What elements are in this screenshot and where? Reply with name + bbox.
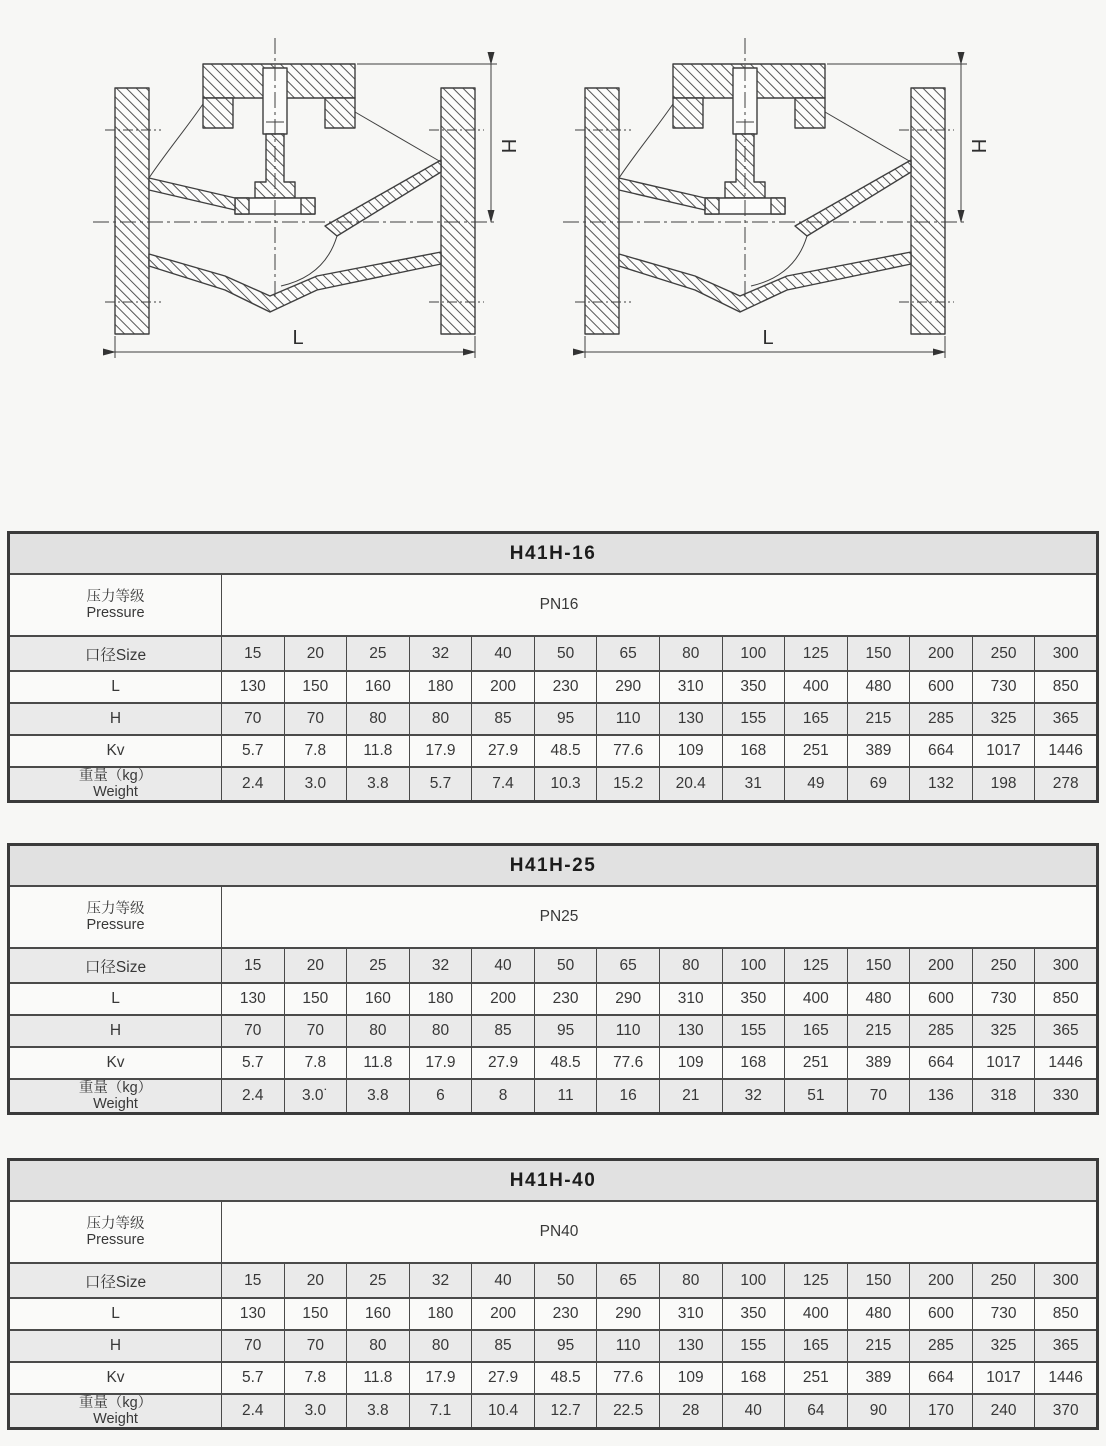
size-cell: 40 [472,636,535,671]
value-cell: 350 [722,1298,785,1330]
size-cell: 300 [1035,636,1098,671]
spec-table-h41h-40 [7,1158,1099,1430]
value-cell: 80 [347,703,410,735]
size-cell: 125 [785,1263,848,1298]
value-cell: 85 [472,703,535,735]
value-cell: 155 [722,1015,785,1047]
size-cell: 125 [785,636,848,671]
value-cell: 290 [597,1298,660,1330]
value-cell: 7.8 [284,1047,347,1079]
value-cell: 730 [972,983,1035,1015]
size-cell: 200 [910,948,973,983]
value-cell: 64 [785,1394,848,1429]
pressure-value: PN25 [222,886,1098,948]
row-label: L [9,671,222,703]
size-cell: 150 [847,1263,910,1298]
value-cell: 251 [785,1362,848,1394]
value-cell: 180 [409,1298,472,1330]
value-cell: 10.3 [534,767,597,802]
value-cell: 168 [722,1047,785,1079]
value-cell: 7.4 [472,767,535,802]
value-cell: 365 [1035,1330,1098,1362]
value-cell: 285 [910,703,973,735]
value-cell: 389 [847,735,910,767]
size-cell: 40 [472,948,535,983]
value-cell: 350 [722,671,785,703]
size-cell: 250 [972,948,1035,983]
pressure-label-en: Pressure [86,917,145,933]
value-cell: 155 [722,1330,785,1362]
row-label: L [9,983,222,1015]
value-cell: 17.9 [409,1047,472,1079]
value-cell: 12.7 [534,1394,597,1429]
row-label [9,1079,222,1114]
size-cell: 80 [659,1263,722,1298]
value-cell: 109 [659,1047,722,1079]
row-label: H [9,703,222,735]
value-cell: 389 [847,1047,910,1079]
size-cell: 250 [972,636,1035,671]
value-cell: 40 [722,1394,785,1429]
value-cell: 70 [222,703,285,735]
value-cell: 48.5 [534,1047,597,1079]
value-cell: 400 [785,671,848,703]
value-cell: 130 [222,671,285,703]
valve-drawings-region: H L [0,14,1106,386]
value-cell: 165 [785,1015,848,1047]
value-cell: 325 [972,1330,1035,1362]
spec-table [7,843,1099,1115]
value-cell: 8 [472,1079,535,1114]
size-row-label: 口径Size [9,948,222,983]
pressure-label-zh: 压力等级 [86,1216,145,1232]
value-cell: 51 [785,1079,848,1114]
size-cell: 50 [534,948,597,983]
value-cell: 27.9 [472,1362,535,1394]
value-cell: 230 [534,1298,597,1330]
value-cell: 70 [222,1015,285,1047]
value-cell: 132 [910,767,973,802]
pressure-value: PN40 [222,1201,1098,1263]
pressure-label-zh: 压力等级 [86,589,145,605]
value-cell: 70 [284,1015,347,1047]
pressure-value: PN16 [222,574,1098,636]
row-label: L [9,1298,222,1330]
value-cell: 5.7 [409,767,472,802]
value-cell: 850 [1035,1298,1098,1330]
value-cell: 325 [972,1015,1035,1047]
size-cell: 15 [222,636,285,671]
value-cell: 77.6 [597,1362,660,1394]
value-cell: 664 [910,1047,973,1079]
size-cell: 300 [1035,1263,1098,1298]
value-cell: 215 [847,703,910,735]
value-cell: 215 [847,1015,910,1047]
value-cell: 215 [847,1330,910,1362]
value-cell: 10.4 [472,1394,535,1429]
size-cell: 15 [222,1263,285,1298]
value-cell: 110 [597,703,660,735]
value-cell: 850 [1035,983,1098,1015]
value-cell: 28 [659,1394,722,1429]
value-cell: 6 [409,1079,472,1114]
value-cell: 365 [1035,1015,1098,1047]
value-cell: 130 [659,1330,722,1362]
value-cell: 109 [659,735,722,767]
value-cell: 20.4 [659,767,722,802]
value-cell: 1017 [972,1362,1035,1394]
value-cell: 480 [847,1298,910,1330]
value-cell: 230 [534,671,597,703]
value-cell: 160 [347,983,410,1015]
value-cell: 370 [1035,1394,1098,1429]
value-cell: 285 [910,1015,973,1047]
size-cell: 25 [347,1263,410,1298]
value-cell: 310 [659,1298,722,1330]
value-cell: 480 [847,983,910,1015]
value-cell: 15.2 [597,767,660,802]
pressure-label-zh: 压力等级 [86,901,145,917]
value-cell: 27.9 [472,1047,535,1079]
value-cell: 27.9 [472,735,535,767]
value-cell: 165 [785,1330,848,1362]
value-cell: 95 [534,1330,597,1362]
size-row-label: 口径Size [9,1263,222,1298]
value-cell: 1017 [972,735,1035,767]
value-cell: 11.8 [347,735,410,767]
value-cell: 170 [910,1394,973,1429]
row-label-en: Weight [93,1411,138,1427]
size-cell: 125 [785,948,848,983]
size-cell: 100 [722,636,785,671]
value-cell: 180 [409,671,472,703]
value-cell: 180 [409,983,472,1015]
value-cell: 7.8 [284,735,347,767]
value-cell: 160 [347,671,410,703]
value-cell: 400 [785,983,848,1015]
value-cell: 600 [910,1298,973,1330]
value-cell: 1446 [1035,735,1098,767]
value-cell: 200 [472,983,535,1015]
row-label-zh: 重量（kg） [78,768,153,784]
value-cell: 77.6 [597,1047,660,1079]
value-cell: 21 [659,1079,722,1114]
spec-table-h41h-25 [7,843,1099,1115]
value-cell: 48.5 [534,1362,597,1394]
value-cell: 70 [284,1330,347,1362]
size-cell: 20 [284,636,347,671]
value-cell: 7.1 [409,1394,472,1429]
size-cell: 20 [284,948,347,983]
row-label: Kv [9,735,222,767]
value-cell: 3.8 [347,1079,410,1114]
size-cell: 250 [972,1263,1035,1298]
value-cell: 168 [722,735,785,767]
value-cell: 70 [222,1330,285,1362]
value-cell: 318 [972,1079,1035,1114]
row-label-zh: 重量（kg） [78,1080,153,1096]
size-cell: 150 [847,948,910,983]
value-cell: 85 [472,1015,535,1047]
size-cell: 25 [347,636,410,671]
value-cell: 251 [785,735,848,767]
value-cell: 1446 [1035,1047,1098,1079]
row-label: Kv [9,1047,222,1079]
size-cell: 65 [597,948,660,983]
value-cell: 2.4 [222,767,285,802]
value-cell: 80 [409,1330,472,1362]
value-cell: 1017 [972,1047,1035,1079]
value-cell: 130 [659,703,722,735]
value-cell: 198 [972,767,1035,802]
value-cell: 5.7 [222,735,285,767]
row-label-en: Weight [93,1096,138,1112]
value-cell: 310 [659,671,722,703]
size-cell: 65 [597,1263,660,1298]
value-cell: 160 [347,1298,410,1330]
size-cell: 150 [847,636,910,671]
value-cell: 389 [847,1362,910,1394]
size-cell: 100 [722,948,785,983]
value-cell: 3.0 [284,767,347,802]
row-label: Kv [9,1362,222,1394]
value-cell: 130 [222,983,285,1015]
value-cell: 155 [722,703,785,735]
table-title: H41H-40 [9,1160,1098,1202]
size-cell: 65 [597,636,660,671]
size-cell: 50 [534,636,597,671]
value-cell: 80 [409,703,472,735]
value-cell: 200 [472,1298,535,1330]
size-cell: 80 [659,636,722,671]
value-cell: 350 [722,983,785,1015]
size-cell: 32 [409,948,472,983]
value-cell: 22.5 [597,1394,660,1429]
value-cell: 49 [785,767,848,802]
size-cell: 200 [910,1263,973,1298]
size-cell: 15 [222,948,285,983]
value-cell: 310 [659,983,722,1015]
value-cell: 3.0˙ [284,1079,347,1114]
size-cell: 200 [910,636,973,671]
pressure-row-label [9,1201,222,1263]
value-cell: 130 [659,1015,722,1047]
value-cell: 3.0 [284,1394,347,1429]
size-cell: 50 [534,1263,597,1298]
value-cell: 240 [972,1394,1035,1429]
value-cell: 480 [847,671,910,703]
value-cell: 1446 [1035,1362,1098,1394]
value-cell: 200 [472,671,535,703]
value-cell: 3.8 [347,767,410,802]
value-cell: 77.6 [597,735,660,767]
value-cell: 365 [1035,703,1098,735]
row-label: H [9,1015,222,1047]
row-label [9,767,222,802]
value-cell: 5.7 [222,1362,285,1394]
value-cell: 69 [847,767,910,802]
table-title: H41H-25 [9,845,1098,887]
value-cell: 17.9 [409,735,472,767]
value-cell: 285 [910,1330,973,1362]
value-cell: 11.8 [347,1047,410,1079]
value-cell: 168 [722,1362,785,1394]
value-cell: 600 [910,983,973,1015]
value-cell: 5.7 [222,1047,285,1079]
size-row-label: 口径Size [9,636,222,671]
value-cell: 110 [597,1015,660,1047]
pressure-row-label [9,886,222,948]
size-cell: 100 [722,1263,785,1298]
value-cell: 165 [785,703,848,735]
value-cell: 3.8 [347,1394,410,1429]
value-cell: 290 [597,983,660,1015]
value-cell: 17.9 [409,1362,472,1394]
value-cell: 110 [597,1330,660,1362]
value-cell: 150 [284,1298,347,1330]
value-cell: 136 [910,1079,973,1114]
value-cell: 325 [972,703,1035,735]
value-cell: 7.8 [284,1362,347,1394]
row-label: H [9,1330,222,1362]
value-cell: 11 [534,1079,597,1114]
value-cell: 95 [534,1015,597,1047]
size-cell: 25 [347,948,410,983]
value-cell: 290 [597,671,660,703]
value-cell: 730 [972,1298,1035,1330]
value-cell: 109 [659,1362,722,1394]
value-cell: 31 [722,767,785,802]
size-cell: 300 [1035,948,1098,983]
value-cell: 130 [222,1298,285,1330]
value-cell: 850 [1035,671,1098,703]
value-cell: 664 [910,1362,973,1394]
value-cell: 70 [847,1079,910,1114]
value-cell: 16 [597,1079,660,1114]
spec-table [7,531,1099,803]
size-cell: 20 [284,1263,347,1298]
spec-table [7,1158,1099,1430]
size-cell: 40 [472,1263,535,1298]
value-cell: 278 [1035,767,1098,802]
size-cell: 32 [409,636,472,671]
pressure-label-en: Pressure [86,1232,145,1248]
value-cell: 95 [534,703,597,735]
size-cell: 80 [659,948,722,983]
value-cell: 85 [472,1330,535,1362]
table-title: H41H-16 [9,533,1098,575]
value-cell: 251 [785,1047,848,1079]
value-cell: 48.5 [534,735,597,767]
value-cell: 400 [785,1298,848,1330]
value-cell: 11.8 [347,1362,410,1394]
value-cell: 32 [722,1079,785,1114]
pressure-row-label [9,574,222,636]
value-cell: 150 [284,983,347,1015]
value-cell: 70 [284,703,347,735]
size-cell: 32 [409,1263,472,1298]
value-cell: 2.4 [222,1394,285,1429]
value-cell: 730 [972,671,1035,703]
pressure-label-en: Pressure [86,605,145,621]
value-cell: 80 [409,1015,472,1047]
row-label-en: Weight [93,784,138,800]
value-cell: 2.4 [222,1079,285,1114]
value-cell: 80 [347,1330,410,1362]
row-label [9,1394,222,1429]
value-cell: 600 [910,671,973,703]
value-cell: 80 [347,1015,410,1047]
value-cell: 664 [910,735,973,767]
value-cell: 330 [1035,1079,1098,1114]
spec-table-h41h-16 [7,531,1099,803]
value-cell: 90 [847,1394,910,1429]
row-label-zh: 重量（kg） [78,1395,153,1411]
value-cell: 150 [284,671,347,703]
value-cell: 230 [534,983,597,1015]
